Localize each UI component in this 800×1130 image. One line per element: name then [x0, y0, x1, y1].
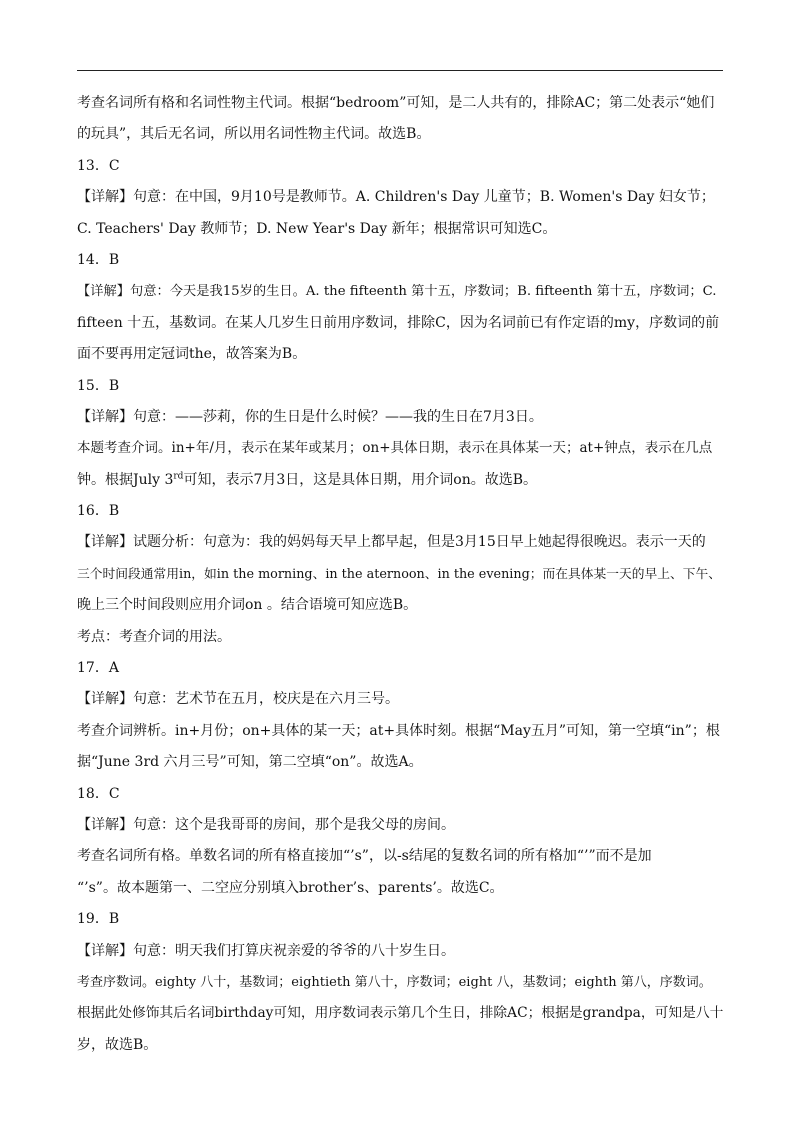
text-line: 【详解】句意：今天是我15岁的生日。A. the fifteenth 第十五，序数词；B. fifteenth 第十五，序数词；C.	[77, 284, 717, 300]
text-line: 【详解】句意：——莎莉，你的生日是什么时候？——我的生日在7月3日。	[77, 408, 543, 425]
text-line: 本题考查介词。in+年/月，表示在某年或某月；on+具体日期，表示在具体某一天；at+钟点，表示在几点	[77, 440, 713, 457]
question-number: 17．A	[77, 660, 119, 677]
text-line: 的玩具”，其后无名词，所以用名词性物主代词。故选B。	[77, 126, 431, 143]
text-line: 考查名词所有格和名词性物主代词。根据“bedroom”可知，是二人共有的，排除AC；第二处表示“她们	[77, 95, 715, 111]
text-line: 岁，故选B。	[77, 1036, 158, 1053]
ordinal-superscript: rd	[173, 471, 184, 482]
question-number: 13．C	[77, 157, 120, 174]
text-line: 考查介词辨析。in+月份；on+具体的某一天；at+具体时刻。根据“May五月”可知，第一空填“in”；根	[77, 722, 720, 739]
text-line: 【详解】句意：艺术节在五月，校庆是在六月三号。	[77, 691, 399, 708]
text-line: 【详解】句意：明天我们打算庆祝亲爱的爷爷的八十岁生日。	[77, 942, 455, 959]
text-line: 根据此处修饰其后名词birthday可知，用序数词表示第几个生日，排除AC；根据是grandpa，可知是八十	[77, 1005, 724, 1022]
question-number: 18．C	[77, 785, 120, 802]
text-line: 考查名词所有格。单数名词的所有格直接加“’s”，以-s结尾的复数名词的所有格加“’”而不是加	[77, 848, 652, 865]
answer-explanations	[77, 88, 723, 1061]
text-line: 三个时间段通常用in，如in the morning、in the aternoon、in the evening；而在具体某一天的早上、下午、	[77, 566, 721, 582]
text-line: 晚上三个时间段则应用介词on 。结合语境可知应选B。	[77, 597, 418, 614]
text-line: C. Teachers' Day 教师节；D. New Year's Day 新年；根据常识可知选C。	[77, 220, 557, 237]
text-line-with-superscript	[77, 465, 723, 496]
text-segment: 钟。根据July 3	[77, 471, 174, 488]
text-line: 【详解】试题分析：句意为：我的妈妈每天早上都早起，但是3月15日早上她起得很晚迟。表示一天的	[77, 534, 706, 551]
question-number: 14．B	[77, 251, 120, 268]
text-line: fifteen 十五，基数词。在某人几岁生日前用序数词，排除C，因为名词前已有作定语的my，序数词的前	[77, 314, 720, 331]
text-line: 考点：考查介词的用法。	[77, 628, 231, 645]
question-number: 15．B	[77, 377, 120, 394]
text-line: 考查序数词。eighty 八十，基数词；eightieth 第八十，序数词；eight 八，基数词；eighth 第八，序数词。	[77, 974, 712, 990]
text-segment: 可知，表示7月3日，这是具体日期，用介词on。故选B。	[183, 471, 537, 488]
text-line: 面不要再用定冠词the，故答案为B。	[77, 346, 307, 363]
text-line: 据“June 3rd 六月三号”可知，第二空填“on”。故选A。	[77, 754, 423, 771]
text-line: 【详解】句意：在中国，9月10号是教师节。A. Children's Day 儿童节；B. Women's Day 妇女节；	[77, 189, 715, 206]
text-line: “’s”。故本题第一、二空应分别填入brother’s、parents’。故选C。	[77, 879, 504, 896]
text-line: 【详解】句意：这个是我哥哥的房间，那个是我父母的房间。	[77, 816, 455, 833]
header-rule	[77, 70, 723, 71]
question-number: 19．B	[77, 911, 120, 928]
question-number: 16．B	[77, 503, 120, 520]
